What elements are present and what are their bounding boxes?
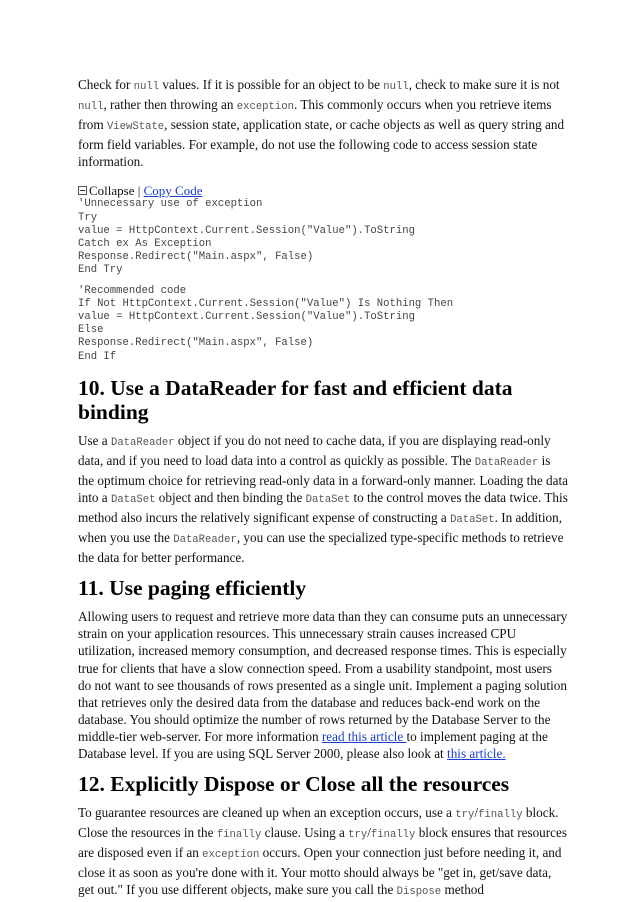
body-text: , you can use the specialized type-specific methods to retrieve the data for better performance.	[78, 530, 564, 566]
read-article-link[interactable]: read this article	[321, 728, 407, 744]
inline-code: DataSet	[450, 513, 495, 526]
inline-code: DataReader	[110, 436, 175, 449]
section-12-heading: 12. Explicitly Dispose or Close all the resources	[78, 772, 510, 797]
body-text: block ensures that resources are disposed even if an	[78, 825, 567, 861]
code-line: End Try	[78, 263, 123, 276]
body-text: object and then binding the	[155, 489, 306, 505]
collapse-icon[interactable]	[78, 186, 87, 195]
intro-paragraph	[78, 76, 568, 170]
inline-code: null	[133, 81, 160, 93]
inline-code: try	[455, 809, 475, 822]
body-text: object if you do not need to cache data, if you are displaying read-only data, and if you need to load data into a control as quickly as possible. The	[78, 432, 551, 468]
intro-text: Check for	[78, 77, 134, 92]
copy-code-link[interactable]: Copy Code	[143, 183, 203, 199]
intro-text: . This commonly occurs when you retrieve items from	[78, 97, 552, 133]
body-text: . In addition, when you use the	[78, 509, 562, 546]
document-page	[78, 76, 568, 902]
collapse-button[interactable]: Collapse	[89, 183, 135, 199]
body-text: /	[367, 825, 371, 841]
inline-code: DataReader	[173, 534, 237, 547]
inline-code: DataSet	[110, 493, 156, 506]
inline-code: null	[383, 81, 409, 93]
code-line: Catch ex As Exception	[78, 237, 212, 250]
intro-text: , check to make sure it is not	[408, 77, 560, 92]
body-text: Use a	[78, 432, 111, 448]
code-line: Response.Redirect("Main.aspx", False)	[78, 337, 314, 350]
code-line: 'Recommended code	[78, 285, 187, 298]
this-article-link[interactable]: this article.	[447, 746, 506, 761]
code-line: value = HttpContext.Current.Session("Value").ToString	[78, 224, 415, 237]
section-11-paragraph	[78, 608, 568, 762]
inline-code: ViewState	[106, 121, 165, 134]
inline-code: finally	[216, 829, 262, 842]
section-10-paragraph	[78, 432, 568, 567]
inline-code: DataSet	[305, 493, 351, 506]
intro-text: , rather then throwing an	[103, 97, 237, 113]
code-line: Try	[78, 211, 98, 224]
section-12-paragraph	[78, 804, 568, 901]
code-block-unnecessary	[78, 198, 568, 277]
code-toolbar	[78, 183, 568, 198]
inline-code: try	[348, 829, 368, 842]
toolbar-separator: |	[134, 183, 144, 199]
inline-code: exception	[236, 101, 294, 114]
code-line: Response.Redirect("Main.aspx", False)	[78, 250, 314, 263]
code-line: Else	[78, 324, 104, 337]
inline-code: finally	[478, 809, 523, 822]
inline-code: DataReader	[474, 456, 539, 469]
inline-code: exception	[202, 849, 260, 862]
section-10-heading: 10. Use a DataReader for fast and efficient data binding	[78, 375, 513, 424]
inline-code: null	[78, 101, 104, 114]
inline-code: finally	[370, 829, 416, 842]
intro-text: , session state, application state, or cache objects as well as query string and form field variables. For example, do not use the following code to access session state information.	[78, 117, 565, 170]
body-text: to the control moves the data twice. This method also incurs the relatively significant expense of constructing a	[78, 489, 568, 525]
code-line: End If	[78, 350, 117, 363]
code-line: If Not HttpContext.Current.Session("Value") Is Nothing Then	[78, 298, 454, 311]
code-block-recommended	[78, 285, 568, 364]
body-text: block. Close the resources in the	[78, 805, 559, 841]
body-text: method	[441, 882, 484, 898]
code-line: value = HttpContext.Current.Session("Value").ToString	[78, 311, 415, 324]
body-text: Allowing users to request and retrieve more data than they can consume puts an unnecessary strain on your application resources. This unnecessary strain causes increased CPU utilization, increased memory consumption, and decreased response times. This is especially true for clients that have a slow connection speed. From a usability standpoint, most users do not want to see thousands of rows presented as a single unit. Implement a paging solution that retrieves only the desired data from the database and reduces back-end work on the database. You should optimize the number of rows returned by the Database Server to the middle-tier web-server. For more information	[78, 609, 568, 744]
intro-text: values. If it is possible for an object to be	[159, 77, 384, 92]
body-text: /	[474, 805, 479, 821]
body-text: occurs. Open your connection just before needing it, and close it as soon as you're done with it. Your motto should always be "get in, get/save data, get out." If you use different objects, make sure you call the	[78, 845, 562, 898]
body-text: To guarantee resources are cleaned up when an exception occurs, use a	[78, 805, 456, 821]
inline-code: Dispose	[396, 886, 442, 899]
body-text: is the optimum choice for retrieving read-only data in a forward-only manner. Loading the data into a	[78, 452, 568, 505]
section-11-heading: 11. Use paging efficiently	[78, 576, 307, 601]
body-text: clause. Using a	[261, 825, 349, 841]
body-text: to implement paging at the Database level. If you are using SQL Server 2000, please also look at	[78, 728, 548, 761]
code-line: 'Unnecessary use of exception	[78, 198, 263, 211]
